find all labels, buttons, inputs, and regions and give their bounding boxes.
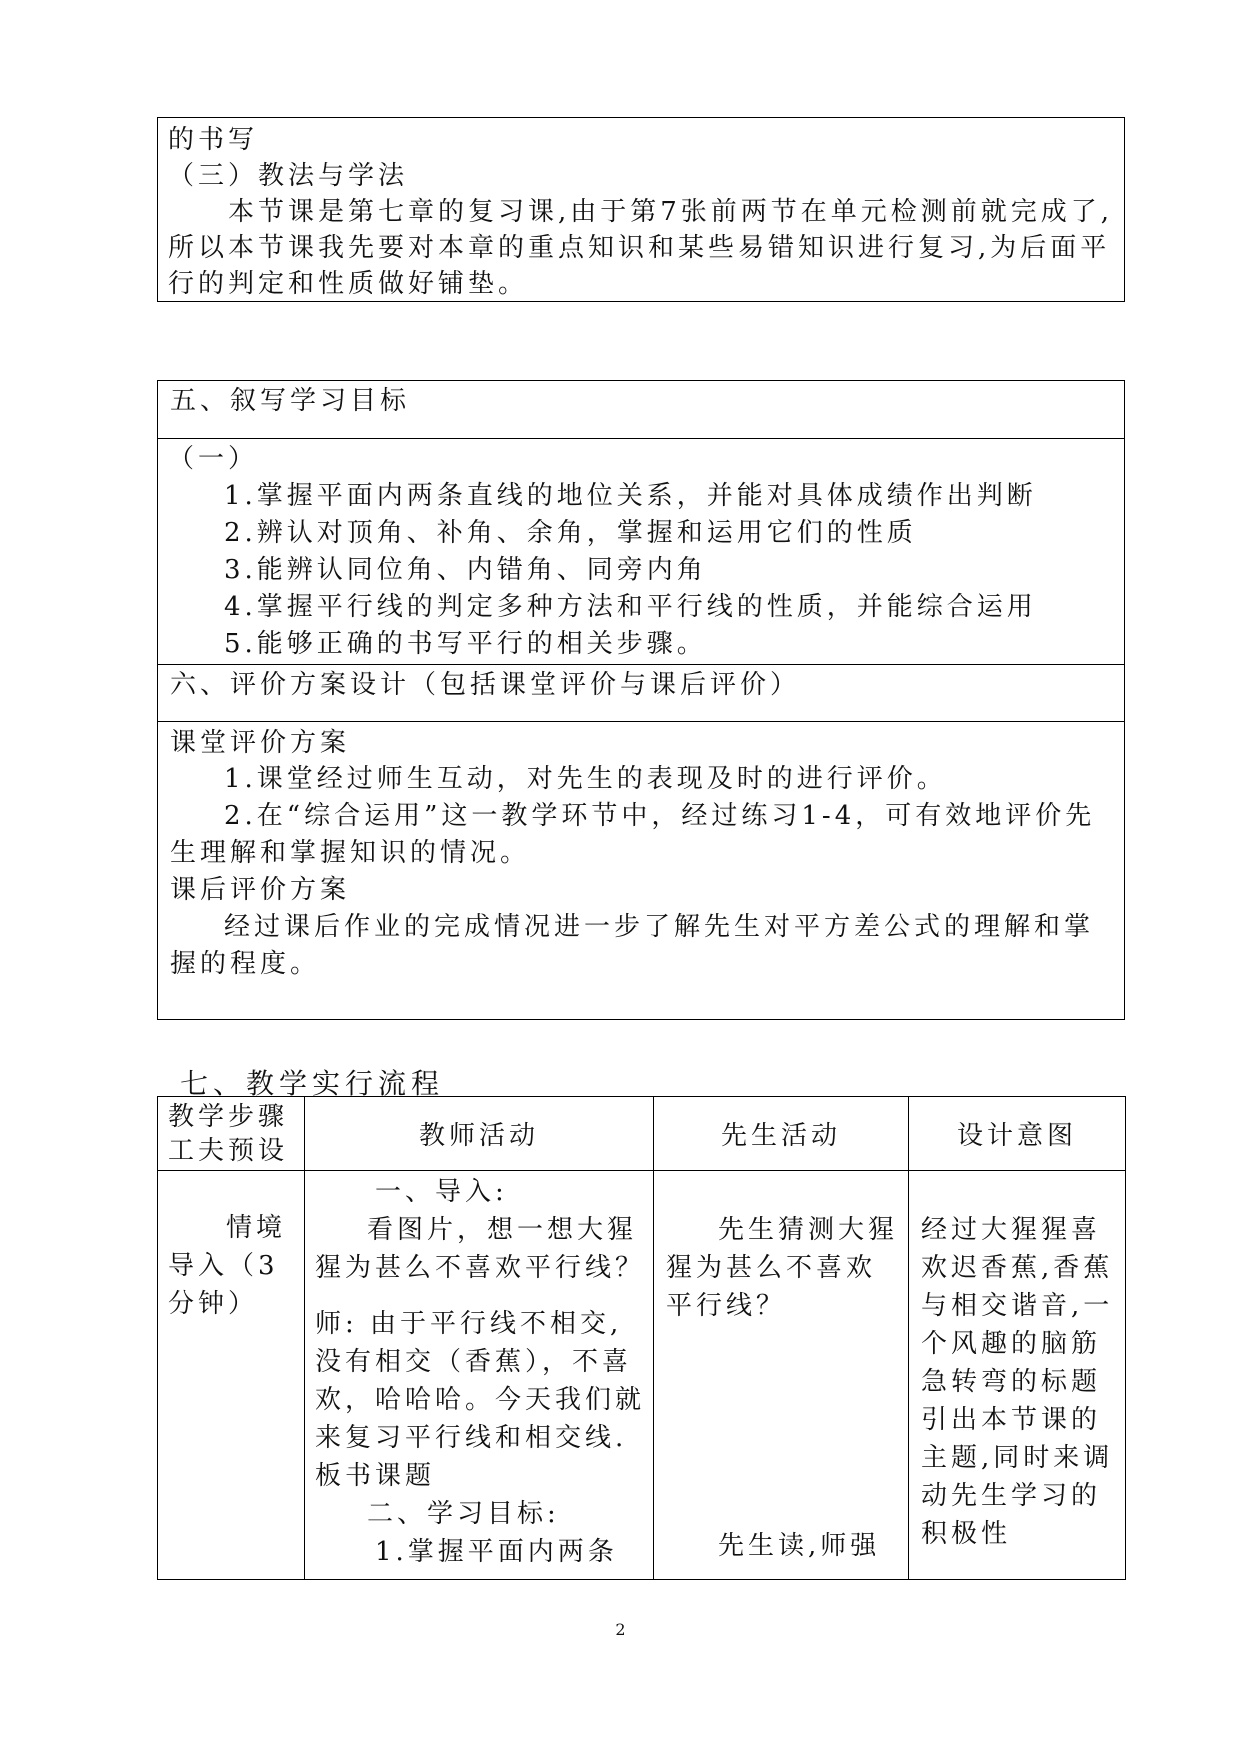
after-eval-title: 课后评价方案 (170, 875, 351, 905)
section-heading: （三）教法与学法 (168, 161, 409, 191)
header-teacher: 教师活动 (305, 1097, 654, 1171)
class-eval-title: 课堂评价方案 (170, 728, 351, 758)
teaching-flow-table (157, 1096, 1126, 1580)
objectives-evaluation-box (157, 380, 1125, 1020)
header-intent: 设计意图 (909, 1097, 1126, 1171)
class-eval-item-cont: 生理解和掌握知识的情况。 (170, 838, 531, 868)
student-text: 先生读,师强 (718, 1531, 881, 1561)
section7-title: 七、教学实行流程 (180, 1067, 445, 1100)
page-number: 2 (615, 1620, 626, 1639)
teacher-line: 1.掌握平面内两条 (375, 1537, 618, 1567)
text-line: 行的判定和性质做好铺垫。 (168, 269, 529, 299)
objective-item: 5.能够正确的书写平行的相关步骤。 (224, 629, 707, 659)
divider (158, 721, 1124, 722)
intent-text: 经过大猩猩喜欢迟香蕉,香蕉与相交谐音,一个风趣的脑筋急转弯的标题引出本节课的主题,同时来调动先生学习的积极性 (921, 1215, 1114, 1549)
objective-item: 4.掌握平行线的判定多种方法和平行线的性质，并能综合运用 (224, 592, 1037, 622)
objective-item: 2.辨认对顶角、补角、余角，掌握和运用它们的性质 (224, 518, 917, 548)
header-student: 先生活动 (654, 1097, 909, 1171)
objective-item: 3.能辨认同位角、内错角、同旁内角 (224, 555, 707, 585)
section5-sub: （一） (168, 444, 259, 474)
teacher-line: 板书课题 (315, 1461, 436, 1491)
teacher-line: 师: 由于平行线不相交,没有相交（香蕉），不喜欢，哈哈哈。今天我们就来复习平行线和相交线. (315, 1309, 646, 1453)
text-line: 所以本节课我先要对本章的重点知识和某些易错知识进行复习,为后面平 (168, 233, 1111, 263)
header-step: 教学步骤工夫预设 (158, 1097, 305, 1171)
text-line: 本节课是第七章的复习课,由于第7张前两节在单元检测前就完成了, (168, 197, 1114, 227)
step-text: 情境导入（3分钟） (168, 1213, 287, 1319)
class-eval-item: 2.在“综合运用”这一教学环节中，经过练习1-4，可有效地评价先 (224, 801, 1096, 831)
teacher-line: 看图片，想一想大猩猩为甚么不喜欢平行线？ (315, 1215, 646, 1283)
teacher-line: 一、导入: (375, 1177, 508, 1207)
text-line: 的书写 (168, 125, 259, 155)
teacher-line: 二、学习目标: (367, 1499, 560, 1529)
divider (158, 664, 1124, 665)
class-eval-item: 1.课堂经过师生互动，对先生的表现及时的进行评价。 (224, 764, 947, 794)
intent-cell (909, 1171, 1126, 1580)
divider (158, 438, 1124, 439)
objective-item: 1.掌握平面内两条直线的地位关系，并能对具体成绩作出判断 (224, 481, 1037, 511)
after-eval-text-cont: 握的程度。 (170, 949, 321, 979)
teacher-cell (305, 1171, 654, 1580)
section6-title: 六、评价方案设计（包括课堂评价与课后评价） (170, 670, 801, 700)
step-cell (158, 1171, 305, 1580)
student-cell (654, 1171, 909, 1580)
teaching-method-box (157, 117, 1125, 302)
section5-title: 五、叙写学习目标 (170, 386, 411, 416)
after-eval-text: 经过课后作业的完成情况进一步了解先生对平方差公式的理解和掌 (224, 912, 1095, 942)
student-text: 先生猜测大猩猩为甚么不喜欢平行线？ (666, 1215, 899, 1321)
